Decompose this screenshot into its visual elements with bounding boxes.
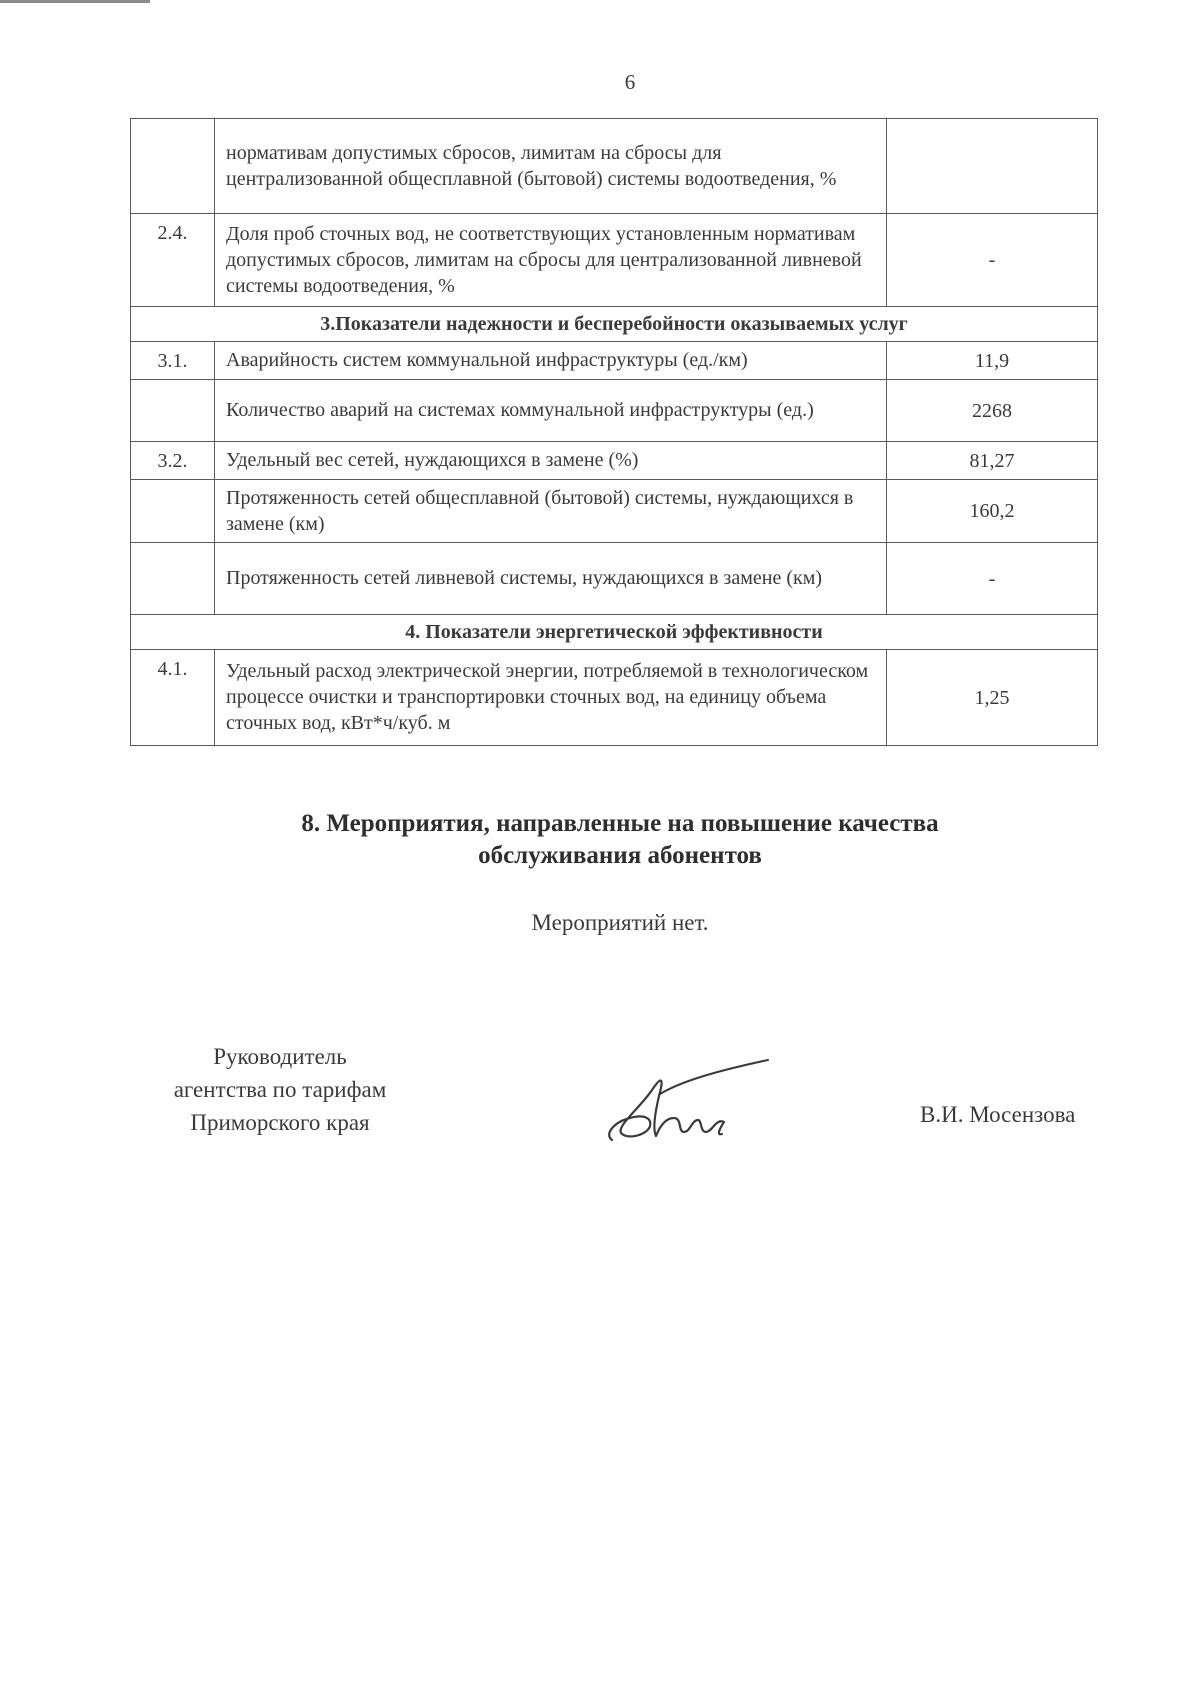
- signer-title: [130, 1040, 430, 1139]
- row-number: [131, 119, 215, 214]
- row-value: [887, 119, 1098, 214]
- table-row: [131, 214, 1098, 307]
- section-8-heading-line-1: 8. Мероприятия, направленные на повышение качества: [301, 810, 939, 837]
- row-description: Удельный расход электрической энергии, потребляемой в технологическом процессе очистки и транспортировки сточных вод, на единицу объема сточных вод, кВт*ч/куб. м: [215, 650, 887, 746]
- indicators-table: [130, 118, 1098, 746]
- table-row: [131, 650, 1098, 746]
- row-description: Доля проб сточных вод, не соответствующих установленным нормативам допустимых сбросов, лимитам на сбросы для централизованной ливневой системы водоотведения, %: [215, 214, 887, 307]
- table-row: [131, 342, 1098, 380]
- signer-name: В.И. Мосензова: [920, 1102, 1076, 1127]
- row-description: Протяженность сетей ливневой системы, нуждающихся в замене (км): [215, 543, 887, 615]
- row-value: -: [887, 543, 1098, 615]
- section-row: [131, 307, 1098, 342]
- row-number: 3.1.: [131, 342, 215, 380]
- row-description: Аварийность систем коммунальной инфраструктуры (ед./км): [215, 342, 887, 380]
- section-row: [131, 615, 1098, 650]
- signer-title-line-3: Приморского края: [190, 1110, 370, 1135]
- row-value: 11,9: [887, 342, 1098, 380]
- row-number: [131, 480, 215, 543]
- row-description: Удельный вес сетей, нуждающихся в замене (%): [215, 442, 887, 480]
- section-title: 3.Показатели надежности и бесперебойности оказываемых услуг: [131, 307, 1098, 342]
- row-value: -: [887, 214, 1098, 307]
- row-description: Количество аварий на системах коммунальной инфраструктуры (ед.): [215, 380, 887, 442]
- scan-edge-mark: [0, 0, 150, 3]
- row-number: 4.1.: [131, 650, 215, 746]
- row-number: 3.2.: [131, 442, 215, 480]
- signer-title-line-2: агентства по тарифам: [173, 1077, 387, 1102]
- section-8-heading-line-2: обслуживания абонентов: [478, 842, 762, 869]
- row-value: 160,2: [887, 480, 1098, 543]
- row-description: нормативам допустимых сбросов, лимитам на сбросы для централизованной общесплавной (бытовой) системы водоотведения, %: [215, 119, 887, 214]
- row-description: Протяженность сетей общесплавной (бытовой) системы, нуждающихся в замене (км): [215, 480, 887, 543]
- row-number: [131, 543, 215, 615]
- section-8-text: Мероприятий нет.: [531, 910, 709, 935]
- table-row: [131, 119, 1098, 214]
- section-8-heading: [180, 808, 1060, 872]
- row-value: 2268: [887, 380, 1098, 442]
- table-row: [131, 480, 1098, 543]
- row-value: 1,25: [887, 650, 1098, 746]
- table-row: [131, 380, 1098, 442]
- page-number: 6: [624, 70, 636, 94]
- table-row: [131, 543, 1098, 615]
- signer-title-line-1: Руководитель: [213, 1044, 347, 1069]
- row-number: 2.4.: [131, 214, 215, 307]
- handwritten-signature: [600, 1048, 770, 1158]
- row-value: 81,27: [887, 442, 1098, 480]
- section-title: 4. Показатели энергетической эффективности: [131, 615, 1098, 650]
- row-number: [131, 380, 215, 442]
- table-row: [131, 442, 1098, 480]
